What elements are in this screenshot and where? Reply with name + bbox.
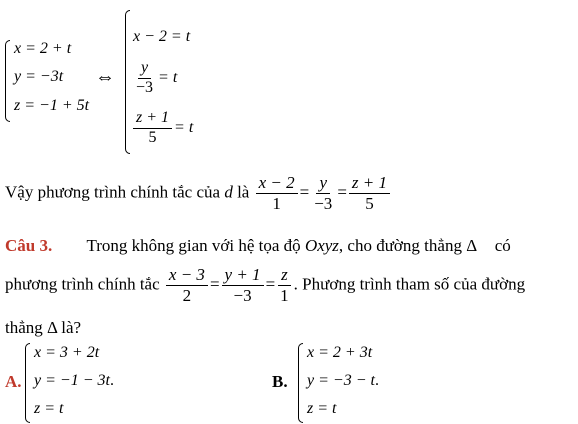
question-text-1c: có [494,236,511,255]
question-fraction-2 [222,266,264,305]
fraction-denominator: 5 [148,128,157,146]
fraction-numerator: x − 3 [166,266,208,286]
left-eq-2: y = −3t [14,68,64,85]
fraction-numerator: y [138,60,151,79]
fraction-denominator: 5 [365,193,374,213]
option-b-eq-2 [307,372,379,390]
option-b-eq-2-text: y = −3 − t [307,372,375,389]
coordinate-system: Oxyz [304,236,339,255]
question-text-2b: . Phương trình tham số của đường [293,274,526,294]
right-eq-2-fraction [133,60,156,97]
fraction-numerator: z + 1 [133,110,172,129]
question-text-2a: phương trình chính tắc [5,274,160,294]
option-a-eq-3: z = t [34,400,64,417]
fraction-denominator: −3 [314,193,333,213]
right-eq-2 [131,60,177,97]
fraction-numerator: x − 2 [256,174,298,194]
option-a-eq-2 [34,372,114,390]
fraction-numerator: y + 1 [222,266,264,286]
fraction-denominator: 2 [182,285,192,305]
option-a-label[interactable]: A. [5,372,22,391]
question-fraction-3 [277,266,292,305]
conclusion-fraction-2 [311,174,335,213]
right-eq-3-rhs: = t [174,118,194,136]
fraction-numerator: z + 1 [349,174,390,194]
conclusion-fraction-1 [256,174,298,213]
option-a-eq-1: x = 3 + 2t [34,344,100,361]
fraction-denominator: 1 [280,285,289,305]
question-fraction-1 [166,266,208,305]
conclusion-fraction-3 [349,174,390,213]
option-b-eq-3: z = t [307,400,337,417]
question-text-1a: Trong không gian với hệ tọa độ [86,236,301,255]
question-text-3a: thẳng [5,318,43,337]
question-line-2: phương trình chính tắc $\frac{x - 3}{2}$ = $\frac{y + 1}{-3}$ = $\frac{z}{1}$ . Phương trình tham số của đường [5,265,526,305]
conclusion-la: là [237,182,250,202]
delta-symbol: Δ [466,236,477,255]
question-line-3 [5,318,81,338]
question-text-3b: là? [61,318,82,337]
line-d: d [224,182,233,202]
fraction-numerator: z [278,266,291,286]
fraction-denominator: −3 [136,78,154,96]
option-a-eq-2-text: y = −1 − 3t [34,372,110,389]
conclusion-text: Vậy phương trình chính tắc của [5,182,221,202]
question-label: Câu 3. [5,236,53,255]
fraction-denominator: −3 [233,285,252,305]
period: . [374,372,379,389]
right-eq-1: x − 2 = t [133,28,191,45]
option-b-label[interactable]: B. [272,372,288,391]
conclusion-line [5,174,392,213]
period: . [109,372,114,389]
right-eq-3-fraction [133,110,172,147]
right-eq-2-rhs: = t [158,68,178,86]
question-line-1 [5,236,511,256]
right-eq-3 [131,110,193,147]
option-b-brace [298,343,303,423]
fraction-numerator: y [316,174,330,194]
question-text-1b: , cho đường thẳng [338,236,462,255]
left-eq-3: z = −1 + 5t [14,97,90,114]
option-a-brace [25,343,30,423]
equivalence-symbol: ⇔ [95,66,115,88]
option-b-eq-1: x = 2 + 3t [307,344,373,361]
right-system-brace [125,10,130,154]
equals-sign: = [299,182,310,202]
delta-symbol: Δ [47,318,58,337]
equals-sign: = [337,182,347,202]
fraction-denominator: 1 [272,193,281,213]
left-eq-1: x = 2 + t [14,40,72,57]
left-system-brace [5,40,10,122]
